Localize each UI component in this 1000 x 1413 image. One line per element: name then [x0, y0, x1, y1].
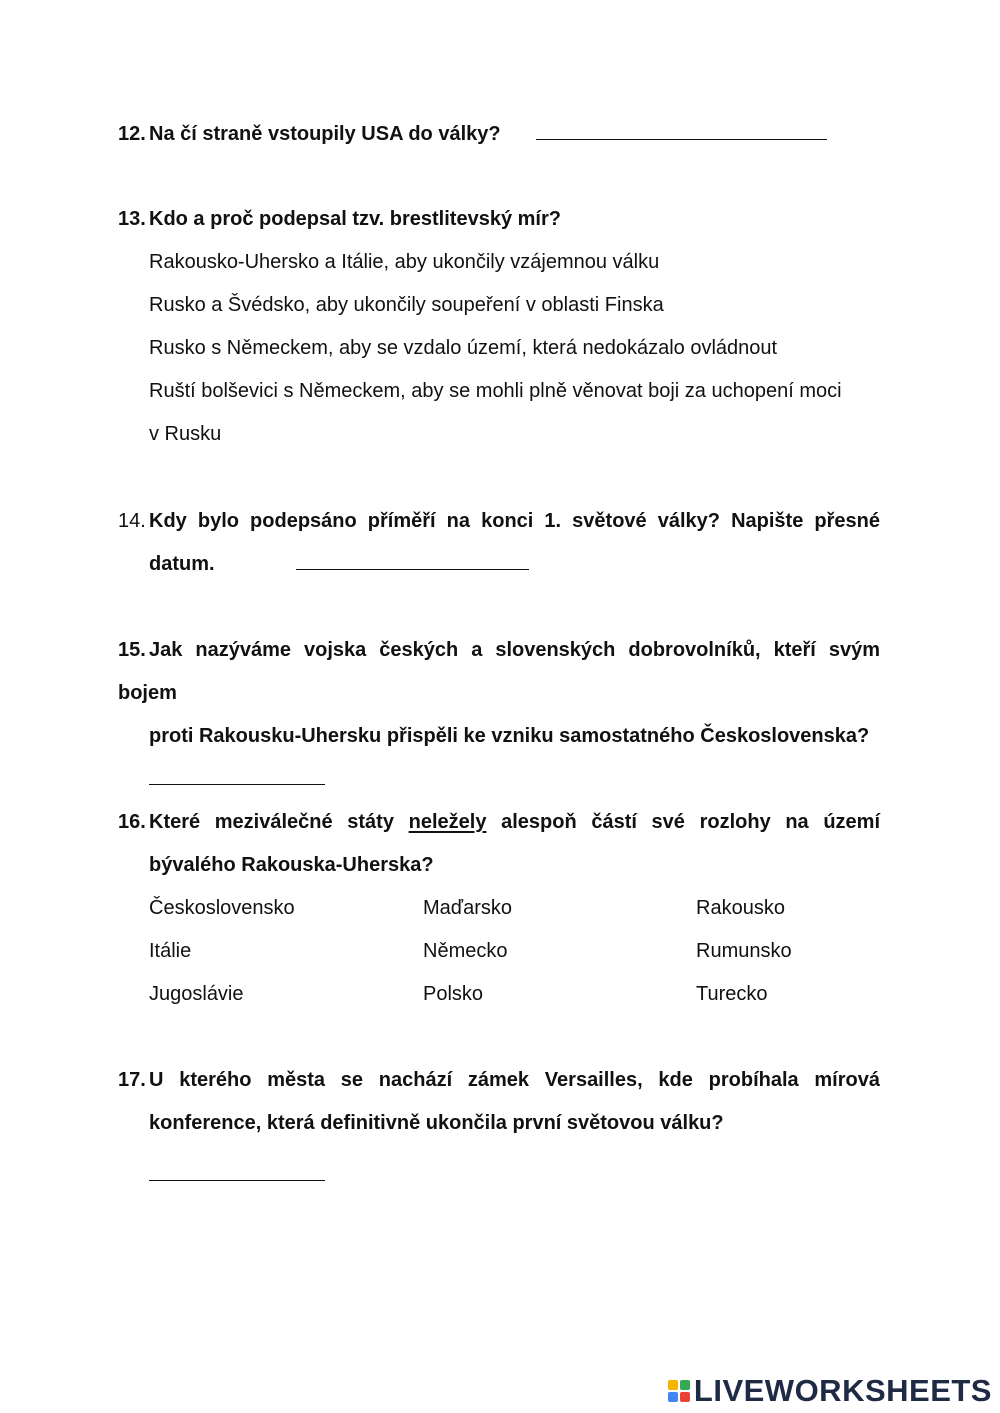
- option-16[interactable]: Jugoslávie: [149, 983, 244, 1005]
- question-14-text-line2: datum.: [149, 553, 215, 575]
- question-14-text: 14. Kdy bylo podepsáno příměří na konci 1. světové války? Napište přesné: [118, 510, 880, 532]
- option-16[interactable]: Československo: [149, 897, 295, 919]
- question-13-text: 13. Kdo a proč podepsal tzv. brestlitevský mír?: [118, 208, 561, 230]
- logo-mark-icon: [668, 1380, 690, 1402]
- option-16[interactable]: Turecko: [696, 983, 768, 1005]
- question-15: [118, 629, 880, 785]
- question-16-text: 16. Které meziválečné státy neležely alespoň částí své rozlohy na území: [118, 811, 880, 833]
- option-16[interactable]: Polsko: [423, 983, 484, 1005]
- option-13-d-continued: v Rusku: [149, 423, 222, 445]
- answer-blank-15[interactable]: [149, 783, 325, 785]
- question-15-text: 15. Jak nazýváme vojska českých a slovenských dobrovolníků, kteří svým bojem: [118, 639, 880, 704]
- option-13-c[interactable]: Rusko s Německem, aby se vzdalo území, která nedokázalo ovládnout: [149, 337, 778, 359]
- underlined-keyword: neležely: [408, 811, 487, 833]
- question-14: [118, 500, 880, 586]
- option-16[interactable]: Maďarsko: [423, 897, 512, 919]
- option-13-b[interactable]: Rusko a Švédsko, aby ukončily soupeření v oblasti Finska: [149, 294, 664, 316]
- brand-text: LIVEWORKSHEETS: [693, 1373, 992, 1408]
- question-17-text: 17. U kterého města se nachází zámek Versailles, kde probíhala mírová: [118, 1069, 880, 1091]
- option-13-a[interactable]: Rakousko-Uhersko a Itálie, aby ukončily vzájemnou válku: [149, 251, 660, 273]
- question-17: [118, 1059, 880, 1181]
- question-16: [118, 801, 880, 1016]
- option-16[interactable]: Itálie: [149, 940, 192, 962]
- liveworksheets-logo: [668, 1373, 992, 1409]
- option-13-d[interactable]: Ruští bolševici s Německem, aby se mohli plně věnovat boji za uchopení moci: [149, 380, 842, 402]
- question-12-text: 12. Na čí straně vstoupily USA do války?: [118, 113, 880, 156]
- option-16[interactable]: Rakousko: [696, 897, 785, 919]
- option-16[interactable]: Německo: [423, 940, 508, 962]
- answer-blank-12[interactable]: [536, 117, 827, 140]
- question-12: [118, 113, 880, 156]
- question-17-text-line2: konference, která definitivně ukončila první světovou válku?: [149, 1112, 724, 1134]
- question-13: [118, 198, 880, 456]
- answer-blank-14[interactable]: [296, 547, 529, 570]
- answer-blank-17[interactable]: [149, 1179, 325, 1181]
- option-16[interactable]: Rumunsko: [696, 940, 792, 962]
- question-16-text-line2: bývalého Rakouska-Uherska?: [149, 854, 434, 876]
- question-15-text-line2: proti Rakousku-Uhersku přispěli ke vzniku samostatného Československa?: [149, 725, 870, 747]
- options-grid-16: [118, 887, 880, 1016]
